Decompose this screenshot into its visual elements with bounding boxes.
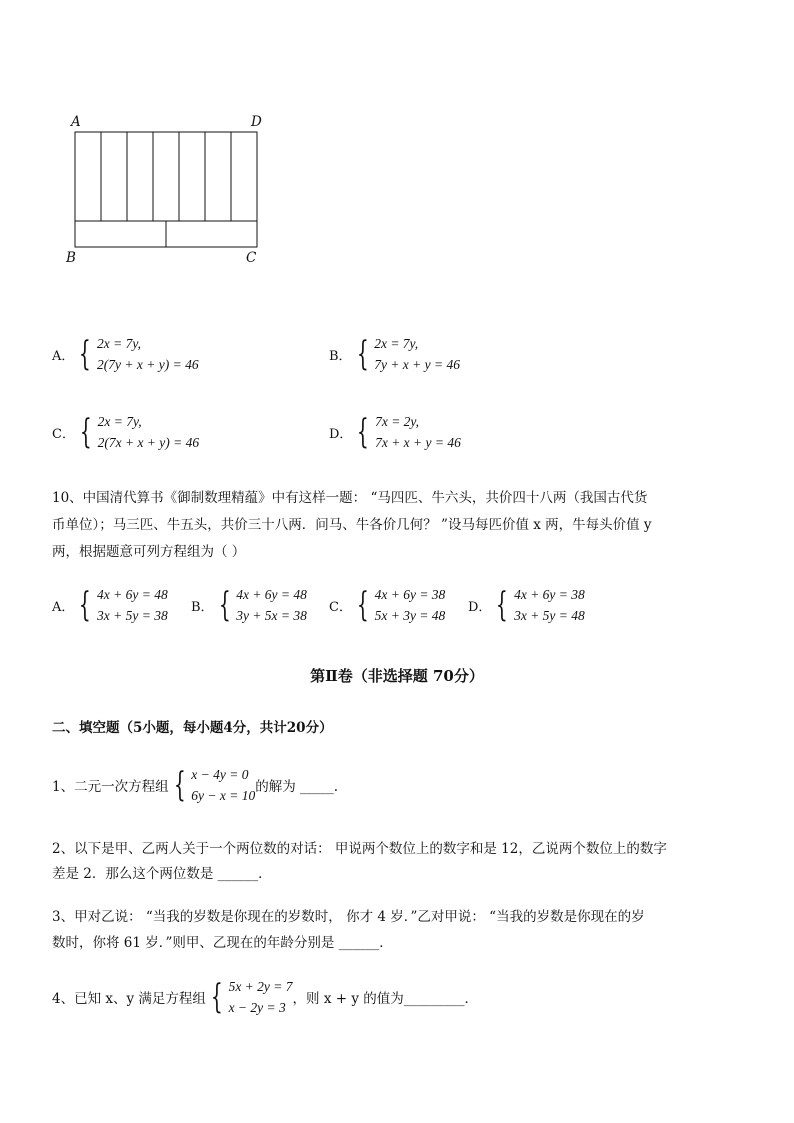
equation: 7x = 2y, xyxy=(375,414,420,429)
fill-question-1 xyxy=(52,764,338,806)
equation: 4x + 6y = 38 xyxy=(514,587,585,602)
question-prefix: 4、已知 x、y 满足方程组 xyxy=(52,991,206,1007)
label-c: C xyxy=(246,250,257,266)
equation: 4x + 6y = 48 xyxy=(97,587,168,602)
equation: 2x = 7y, xyxy=(97,414,142,429)
fill-question-2-line-2: 差是 2．那么这个两位数是 ______． xyxy=(52,866,272,882)
equation-system xyxy=(514,584,585,626)
fill-question-3-line-2: 数时，你将 61 岁．”则甲、乙现在的年龄分别是 ______． xyxy=(52,935,393,951)
option-label: A． xyxy=(52,348,75,364)
q10-line-1: 10、中国清代算书《御制数理精蕴》中有这样一题： “马四匹、牛六头，共价四十八两（我国古代货 xyxy=(52,490,648,506)
brace-icon: { xyxy=(218,585,231,625)
equation-system xyxy=(375,584,446,626)
q9-option-c xyxy=(52,411,199,453)
equation: x − 2y = 3 xyxy=(228,1000,286,1015)
q10-option-c xyxy=(329,584,445,626)
option-label: C． xyxy=(52,426,75,442)
fill-question-4 xyxy=(52,976,478,1018)
option-label: B． xyxy=(191,599,214,615)
equation: 2x = 7y, xyxy=(97,336,142,351)
q10-option-a xyxy=(52,584,168,626)
section-heading: 二、填空题（5小题，每小题4分，共计20分） xyxy=(52,720,333,736)
option-label: D． xyxy=(329,426,353,442)
equation-system xyxy=(98,411,200,453)
brace-icon: { xyxy=(173,765,186,805)
equation-system xyxy=(229,976,293,1018)
equation-system xyxy=(97,584,168,626)
brace-icon: { xyxy=(79,585,92,625)
option-label: B． xyxy=(329,348,352,364)
equation: 2x = 7y, xyxy=(374,336,419,351)
brace-icon: { xyxy=(356,585,369,625)
equation: 5x + 3y = 48 xyxy=(374,608,446,623)
label-a: A xyxy=(71,114,81,130)
equation: 2(7y + x + y) = 46 xyxy=(97,357,199,372)
equation: 5x + 2y = 7 xyxy=(228,979,293,994)
question-suffix: ，则 x + y 的值为_________． xyxy=(292,991,478,1007)
q10-option-d xyxy=(468,584,585,626)
label-b: B xyxy=(66,250,76,266)
equation: 6y − x = 10 xyxy=(191,788,256,803)
brace-icon: { xyxy=(79,412,92,452)
label-d: D xyxy=(251,114,262,130)
equation: 3y + 5x = 38 xyxy=(236,608,307,623)
equation-system xyxy=(374,333,460,375)
q10-option-b xyxy=(191,584,307,626)
equation: 7x + x + y = 46 xyxy=(375,435,461,450)
fill-question-2-line-1: 2、以下是甲、乙两人关于一个两位数的对话： 甲说两个数位上的数字和是 12，乙说两个数位上的数字 xyxy=(52,841,667,857)
q9-option-a xyxy=(52,333,199,375)
equation: 3x + 5y = 48 xyxy=(514,608,585,623)
q9-option-d xyxy=(329,411,461,453)
brace-icon: { xyxy=(356,334,369,374)
equation: 4x + 6y = 48 xyxy=(236,587,307,602)
brace-icon: { xyxy=(79,334,92,374)
brace-icon: { xyxy=(357,412,370,452)
q10-line-3: 两，根据题意可列方程组为（ ） xyxy=(52,544,246,560)
brace-icon: { xyxy=(210,977,223,1017)
equation-system xyxy=(97,333,199,375)
equation: 7y + x + y = 46 xyxy=(374,357,461,372)
figure-svg xyxy=(60,112,280,267)
equation-system xyxy=(375,411,461,453)
option-label: A． xyxy=(52,599,75,615)
equation: 4x + 6y = 38 xyxy=(374,587,446,602)
brace-icon: { xyxy=(496,585,509,625)
equation: 3x + 5y = 38 xyxy=(97,608,168,623)
equation: 2(7x + x + y) = 46 xyxy=(97,435,200,450)
q9-option-b xyxy=(329,333,460,375)
option-label: D． xyxy=(468,599,492,615)
q10-line-2: 币单位）；马三匹、牛五头，共价三十八两．问马、牛各价几何？ ”设马每匹价值 x 两，牛每头价值 y xyxy=(52,517,652,533)
equation-system xyxy=(191,764,255,806)
rectangle-figure xyxy=(60,112,280,267)
question-prefix: 1、二元一次方程组 xyxy=(52,779,169,795)
equation: x − 4y = 0 xyxy=(191,767,249,782)
question-suffix: 的解为 _____. xyxy=(255,779,339,795)
part-title: 第Ⅱ卷（非选择题 70分） xyxy=(310,667,484,685)
fill-question-3-line-1: 3、甲对乙说： “当我的岁数是你现在的岁数时， 你才 4 岁．”乙对甲说： “当我的岁数是你现在的岁 xyxy=(52,909,645,925)
equation-system xyxy=(236,584,307,626)
option-label: C． xyxy=(329,599,352,615)
